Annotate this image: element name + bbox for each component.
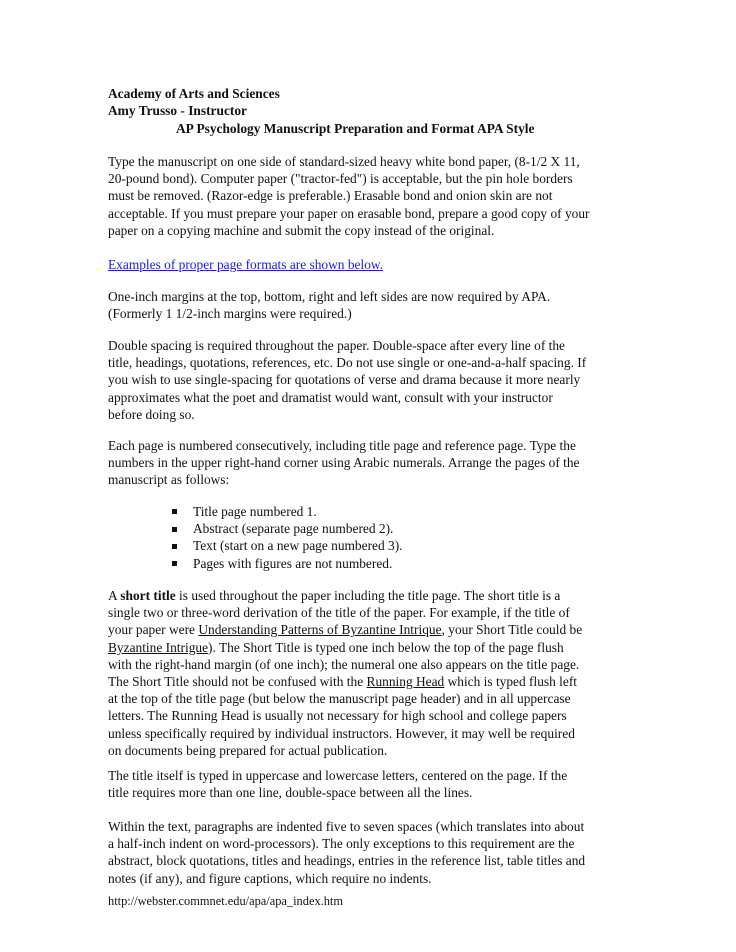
- text-line: unless specifically required by individual instructors. However, it may well be required: [108, 725, 575, 741]
- text-line: Within the text, paragraphs are indented five to seven spaces (which translates into about: [108, 819, 585, 834]
- text-line: The Short Title should not be confused with the Running Head which is typed flush left: [108, 674, 578, 690]
- text-line: Double spacing is required throughout the paper. Double-space after every line of the: [108, 338, 565, 353]
- school-name: Academy of Arts and Sciences: [108, 86, 280, 101]
- bullet-icon: [172, 561, 177, 566]
- paragraph-spacing: [108, 337, 632, 423]
- text-line: you wish to use single-spacing for quotations of verse and drama because it more nearly: [108, 372, 581, 388]
- text-line: a half-inch indent on word-processors). The only exceptions to this requirement are the: [108, 836, 575, 852]
- text-line: A short title is used throughout the paper including the title page. The short title is a: [108, 588, 561, 603]
- list-item: Title page numbered 1.: [172, 503, 403, 520]
- list-item: Abstract (separate page numbered 2).: [172, 520, 403, 537]
- list-item: Text (start on a new page numbered 3).: [172, 537, 403, 554]
- text-line: title requires more than one line, double-space between all the lines.: [108, 785, 473, 801]
- paragraph-title-case: [108, 767, 632, 801]
- text-line: manuscript as follows:: [108, 472, 230, 488]
- paragraph-margins: [108, 288, 632, 322]
- text-line: Each page is numbered consecutively, including title page and reference page. Type the: [108, 438, 576, 453]
- text-line: at the top of the title page (but below the manuscript page header) and in all uppercase: [108, 691, 571, 707]
- text-line: with the right-hand margin (of one inch); the numeral one also appears on the title page.: [108, 656, 580, 672]
- text-line: single two or three-word derivation of the title of the paper. For example, if the title of: [108, 605, 570, 621]
- text-line: your paper were Understanding Patterns of Byzantine Intrique, your Short Title could be: [108, 622, 583, 638]
- text-line: One-inch margins at the top, bottom, right and left sides are now required by APA.: [108, 289, 551, 304]
- instructor-name: Amy Trusso - Instructor: [108, 103, 247, 118]
- text-line: 20-pound bond). Computer paper ("tractor-fed") is acceptable, but the pin hole borders: [108, 171, 573, 187]
- text-line: The title itself is typed in uppercase and lowercase letters, centered on the page. If the: [108, 768, 568, 783]
- text-line: must be removed. (Razor-edge is preferable.) Erasable bond and onion skin are not: [108, 188, 553, 204]
- paragraph-indents: [108, 818, 632, 887]
- text-line: Byzantine Intrigue). The Short Title is typed one inch below the top of the page flush: [108, 639, 564, 655]
- text-line: abstract, block quotations, titles and headings, entries in the reference list, table titles and: [108, 853, 586, 869]
- source-url: http://webster.commnet.edu/apa/apa_index.htm: [108, 894, 344, 908]
- short-title-term: short title: [120, 588, 176, 603]
- text-line: letters. The Running Head is usually not necessary for high school and college papers: [108, 708, 567, 724]
- text-line: paper on a copying machine and submit the copy instead of the original.: [108, 222, 495, 238]
- text-line: acceptable. If you must prepare your paper on erasable bond, prepare a good copy of your: [108, 205, 590, 221]
- paragraph-short-title: [108, 587, 632, 759]
- running-head-term: Running Head: [366, 674, 445, 690]
- text-line: before doing so.: [108, 406, 195, 422]
- document-title: AP Psychology Manuscript Preparation and Format APA Style: [176, 121, 535, 136]
- example-short-title: Byzantine Intrigue: [108, 639, 209, 655]
- paragraph-paper: [108, 153, 632, 239]
- text-line: approximates what the poet and dramatist would want, consult with your instructor: [108, 389, 553, 405]
- page-order-list: [172, 503, 403, 572]
- bullet-icon: [172, 544, 177, 549]
- text-line: on documents being prepared for actual publication.: [108, 742, 388, 758]
- examples-link[interactable]: Examples of proper page formats are shown below.: [108, 257, 384, 272]
- paragraph-numbering: [108, 437, 632, 489]
- bullet-icon: [172, 509, 177, 514]
- bullet-icon: [172, 527, 177, 532]
- example-title: Understanding Patterns of Byzantine Intrique: [198, 622, 442, 638]
- list-item: Pages with figures are not numbered.: [172, 555, 403, 572]
- text-line: notes (if any), and figure captions, which require no indents.: [108, 870, 432, 886]
- text-line: (Formerly 1 1/2-inch margins were required.): [108, 306, 352, 322]
- text-line: numbers in the upper right-hand corner using Arabic numerals. Arrange the pages of the: [108, 455, 580, 471]
- text-line: title, headings, quotations, references, etc. Do not use single or one-and-a-half spacing. If: [108, 355, 587, 371]
- text-line: Type the manuscript on one side of standard-sized heavy white bond paper, (8-1/2 X 11,: [108, 154, 580, 169]
